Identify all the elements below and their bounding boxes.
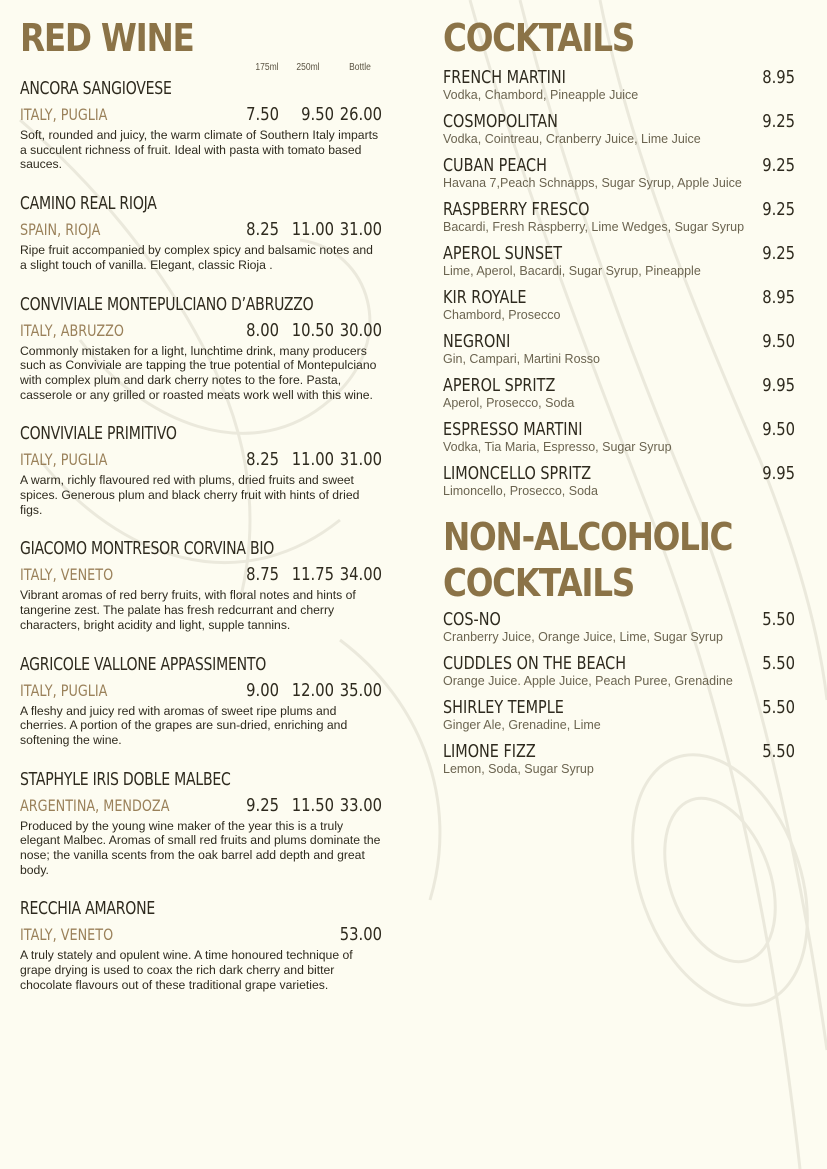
wine-description: A warm, richly flavoured red with plums, dried fruits and sweet spices. Generous plum and black cherry fruit with hints of dried figs. <box>20 473 360 517</box>
cocktail-name: CUBAN PEACH <box>443 155 547 176</box>
cocktail-ingredients: Bacardi, Fresh Raspberry, Lime Wedges, Sugar Syrup <box>443 220 745 234</box>
cocktail-price: 5.50 <box>762 653 795 674</box>
cocktail-ingredients: Vodka, Chambord, Pineapple Juice <box>443 88 639 102</box>
cocktail-item <box>443 286 795 330</box>
header-250ml: 250ml <box>296 62 320 73</box>
non-alcoholic-section <box>443 514 795 784</box>
cocktail-name: FRENCH MARTINI <box>443 67 566 88</box>
price-bottle: 30.00 <box>339 319 382 341</box>
cocktail-price: 5.50 <box>762 697 795 718</box>
non-alcoholic-list <box>443 608 795 784</box>
wine-region: ITALY, ABRUZZO <box>20 320 124 340</box>
price-250ml: 11.00 <box>291 449 334 471</box>
cocktail-price: 9.25 <box>762 155 795 176</box>
price-250ml: 11.00 <box>291 219 334 241</box>
wine-name: CONVIVIALE PRIMITIVO <box>20 423 177 445</box>
non-alcoholic-title-line1: NON-ALCOHOLIC <box>443 515 733 559</box>
cocktail-price: 9.25 <box>762 111 795 132</box>
wine-price-row <box>20 794 382 818</box>
cocktail-item <box>443 374 795 418</box>
header-175ml: 175ml <box>255 62 279 73</box>
wine-description: Soft, rounded and juicy, the warm climate of Southern Italy imparts a succulent richness of fruit. Ideal with pasta with tomato based sauces. <box>20 128 379 172</box>
wine-name: CAMINO REAL RIOJA <box>20 193 157 215</box>
cocktail-name: ESPRESSO MARTINI <box>443 419 583 440</box>
cocktail-price: 9.25 <box>762 243 795 264</box>
cocktail-ingredients: Aperol, Prosecco, Soda <box>443 396 575 410</box>
price-bottle: 53.00 <box>339 924 382 946</box>
cocktail-ingredients: Limoncello, Prosecco, Soda <box>443 484 598 498</box>
cocktails-title: COCKTAILS <box>443 16 635 60</box>
wine-description: Ripe fruit accompanied by complex spicy and balsamic notes and a slight touch of vanilla. Elegant, classic Rioja . <box>20 243 373 272</box>
cocktail-price: 9.95 <box>762 375 795 396</box>
wine-price-row <box>20 319 382 343</box>
cocktail-item <box>443 418 795 462</box>
cocktail-price: 9.95 <box>762 463 795 484</box>
wine-list <box>20 77 382 993</box>
cocktail-name: COS-NO <box>443 609 501 630</box>
cocktail-ingredients: Chambord, Prosecco <box>443 308 561 322</box>
price-bottle: 35.00 <box>339 679 382 701</box>
wine-region: ITALY, VENETO <box>20 565 114 585</box>
non-alcoholic-title-line2: COCKTAILS <box>443 561 635 605</box>
price-bottle: 31.00 <box>339 449 382 471</box>
cocktail-price: 9.50 <box>762 331 795 352</box>
cocktail-ingredients: Lime, Aperol, Bacardi, Sugar Syrup, Pineapple <box>443 264 701 278</box>
price-175ml: 8.25 <box>246 449 279 471</box>
wine-name: ANCORA SANGIOVESE <box>20 78 172 99</box>
cocktail-price: 8.95 <box>762 67 795 88</box>
header-bottle: Bottle <box>349 62 371 73</box>
wine-description: Commonly mistaken for a light, lunchtime drink, many producers such as Conviviale are tapping the true potential of Montepulciano with complex plum and dark cherry notes to the fore. Pasta, casserole or any grilled or roasted meats work well with this wine. <box>20 343 377 402</box>
wine-region: ITALY, PUGLIA <box>20 450 108 470</box>
price-175ml: 8.25 <box>246 219 279 241</box>
price-250ml: 11.75 <box>291 564 334 586</box>
cocktail-item <box>443 652 795 696</box>
cocktail-name: LIMONCELLO SPRITZ <box>443 463 592 484</box>
wine-region: ITALY, PUGLIA <box>20 680 108 700</box>
wine-item <box>20 422 382 517</box>
wine-name: GIACOMO MONTRESOR CORVINA BIO <box>20 538 275 560</box>
wine-price-row <box>20 679 382 703</box>
cocktail-price: 5.50 <box>762 741 795 762</box>
price-bottle: 33.00 <box>339 794 382 816</box>
cocktail-price: 8.95 <box>762 287 795 308</box>
wine-price-row <box>20 563 382 587</box>
cocktail-price: 9.25 <box>762 199 795 220</box>
wine-price-row <box>20 218 382 242</box>
cocktail-price: 9.50 <box>762 419 795 440</box>
wine-item <box>20 293 382 403</box>
cocktail-name: NEGRONI <box>443 331 511 352</box>
cocktail-ingredients: Havana 7,Peach Schnapps, Sugar Syrup, Apple Juice <box>443 176 742 190</box>
red-wine-title: RED WINE <box>20 16 194 60</box>
wine-region: ITALY, PUGLIA <box>20 105 108 124</box>
wine-region: SPAIN, RIOJA <box>20 220 101 240</box>
cocktail-name: CUDDLES ON THE BEACH <box>443 653 627 674</box>
wine-item <box>20 897 382 992</box>
cocktail-item <box>443 330 795 374</box>
price-175ml: 8.00 <box>246 319 279 341</box>
cocktail-ingredients: Cranberry Juice, Orange Juice, Lime, Sugar Syrup <box>443 630 723 644</box>
price-bottle: 26.00 <box>339 104 382 125</box>
cocktail-ingredients: Orange Juice. Apple Juice, Peach Puree, Grenadine <box>443 674 733 688</box>
price-bottle: 31.00 <box>339 219 382 241</box>
cocktail-ingredients: Gin, Campari, Martini Rosso <box>443 352 600 366</box>
cocktail-ingredients: Lemon, Soda, Sugar Syrup <box>443 762 594 776</box>
cocktail-item <box>443 462 795 506</box>
wine-name: AGRICOLE VALLONE APPASSIMENTO <box>20 653 267 675</box>
wine-description: Vibrant aromas of red berry fruits, with floral notes and hints of tangerine zest. The palate has fresh redcurrant and cherry characters, bright acidity and light, supple tannins. <box>20 588 356 632</box>
cocktail-item <box>443 110 795 154</box>
price-250ml: 9.50 <box>301 104 334 125</box>
wine-price-row <box>20 448 382 472</box>
price-175ml: 8.75 <box>246 564 279 586</box>
cocktail-item <box>443 198 795 242</box>
wine-description: Produced by the young wine maker of the year this is a truly elegant Malbec. Aromas of small red fruits and plums dominate the nose; the vanilla scents from the oak barrel add depth and great body. <box>20 818 381 877</box>
price-column-headers <box>20 62 382 76</box>
wine-item <box>20 768 382 878</box>
cocktail-ingredients: Ginger Ale, Grenadine, Lime <box>443 718 601 732</box>
cocktail-item <box>443 696 795 740</box>
red-wine-section <box>20 14 382 993</box>
wine-name: STAPHYLE IRIS DOBLE MALBEC <box>20 768 231 790</box>
wine-item <box>20 653 382 748</box>
price-250ml: 12.00 <box>291 679 334 701</box>
wine-description: A fleshy and juicy red with aromas of sweet ripe plums and cherries. A portion of the grapes are sun-dried, enriching and softening the wine. <box>20 703 348 747</box>
cocktail-ingredients: Vodka, Tia Maria, Espresso, Sugar Syrup <box>443 440 672 454</box>
price-bottle: 34.00 <box>339 564 382 586</box>
cocktails-section <box>443 14 795 784</box>
price-250ml: 10.50 <box>291 319 334 341</box>
cocktail-name: APEROL SUNSET <box>443 243 563 264</box>
price-250ml: 11.50 <box>291 794 334 816</box>
wine-region: ARGENTINA, MENDOZA <box>20 795 170 815</box>
wine-item <box>20 77 382 172</box>
price-175ml: 7.50 <box>246 104 279 125</box>
cocktail-item <box>443 154 795 198</box>
price-175ml: 9.25 <box>246 794 279 816</box>
cocktail-name: RASPBERRY FRESCO <box>443 199 590 220</box>
wine-name: CONVIVIALE MONTEPULCIANO D’ABRUZZO <box>20 293 314 315</box>
wine-name: RECCHIA AMARONE <box>20 898 156 920</box>
wine-description: A truly stately and opulent wine. A time honoured technique of grape drying is used to coax the rich dark cherry and bitter chocolate flavours out of these traditional grape varieties. <box>20 948 353 992</box>
wine-region: ITALY, VENETO <box>20 925 114 945</box>
cocktail-item <box>443 740 795 784</box>
cocktail-name: SHIRLEY TEMPLE <box>443 697 564 718</box>
wine-price-row <box>20 923 382 947</box>
cocktail-ingredients: Vodka, Cointreau, Cranberry Juice, Lime Juice <box>443 132 701 146</box>
cocktail-name: KIR ROYALE <box>443 287 527 308</box>
wine-price-row <box>20 103 382 127</box>
cocktail-item <box>443 66 795 110</box>
cocktail-item <box>443 242 795 286</box>
wine-item <box>20 192 382 272</box>
wine-item <box>20 537 382 632</box>
cocktail-name: LIMONE FIZZ <box>443 741 536 762</box>
cocktail-item <box>443 608 795 652</box>
cocktail-price: 5.50 <box>762 609 795 630</box>
cocktail-name: APEROL SPRITZ <box>443 375 556 396</box>
price-175ml: 9.00 <box>246 679 279 701</box>
cocktail-name: COSMOPOLITAN <box>443 111 558 132</box>
cocktail-list <box>443 66 795 506</box>
